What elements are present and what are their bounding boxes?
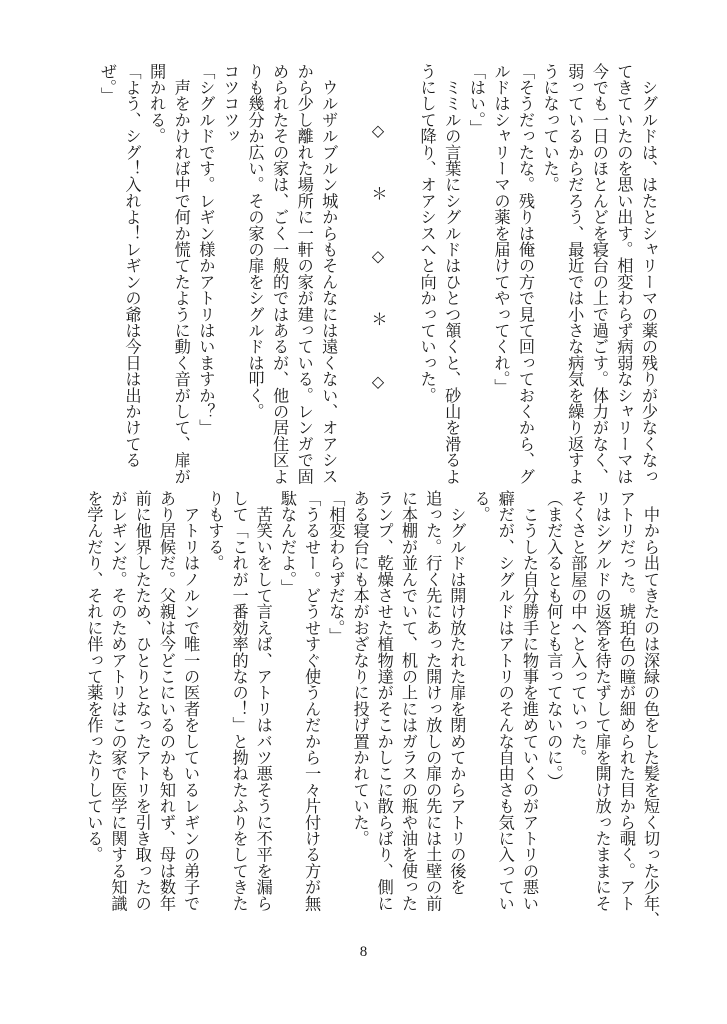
text-line: りも幾分か広い。その家の扉をシグルドは叩く。 [245,63,265,420]
text-line: ミミルの言葉にシグルドはひとつ頷くと、砂山を滑るよ [442,63,462,485]
text-line: てきていたのを思い出す。相変わらず病弱なシャリーマは [614,63,634,485]
page-number: 8 [359,944,368,960]
text-line: 「相変わらずだな。」 [326,490,346,644]
text-line: ルドはシャリーマの薬を届けてやってくれ。」 [491,63,511,396]
text-line: 前に他界したため、ひとりとなったアトリを引き取ったの [132,490,152,912]
text-line: められたその家は、ごく一般的ではあるが、他の居住区よ [270,63,290,485]
lower-text-block [81,490,662,928]
text-line: うにして降り、オアシスへと向かっていった。 [417,63,437,404]
text-line: シグルドは開け放たれた扉を閉めてからアトリの後を [447,490,467,895]
text-line: そくさと部屋の中へと入っていった。 [568,490,588,766]
blank-line [389,63,414,478]
text-line: ウルザルブルン城からもそんなには遠くない、オアシス [319,63,339,485]
text-line: ある寝台にも本がおざなりに投げ置かれていた。 [350,490,370,847]
text-line: 追った。行く先にあった開けっ放しの扉の先には土壁の前 [423,490,443,912]
text-line: 「はい。」 [466,63,486,136]
text-line: 「シグルドです。レギン様かアトリはいますか？」 [196,63,216,436]
text-line: 「そうだったな。残りは俺の方で見て回っておくから、グ [516,63,536,485]
blank-line [340,63,365,478]
text-line: ランプ、乾燥させた植物達がそこかしこに散らばり、側に [374,490,394,912]
text-line: 声をかければ中で何か慌てたように動く音がして、扉が [171,63,191,485]
scene-separator: ◇ ＊ ◇ ＊ ◇ [368,121,388,406]
text-line: 中から出てきたのは深緑の色をした髪を短く切った少年、 [641,490,660,928]
text-line: 「うるせー。どうせすぐ使うんだから一々片付ける方が無 [302,490,322,912]
text-line: シグルドは、はたとシャリーマの薬の残りが少なくなっ [639,63,658,485]
text-line: ぜ。」 [97,63,117,104]
text-line: コツコツッ [220,63,240,144]
text-line: うになっていた。 [540,63,560,193]
text-line: 駄なんだよ。」 [277,490,297,596]
text-line: して「これが一番効率的なの！」と拗ねたふりをしてきた [229,490,249,912]
text-line: から少し離れた場所に一軒の家が建っている。レンガで固 [294,63,314,485]
text-line: あり居候だ。父親は今どこにいるのかも知れず、母は数年 [156,490,176,912]
upper-text-block [94,63,660,485]
text-line: 開かれる。 [147,63,167,144]
text-line: 苦笑いをして言えば、アトリはバツ悪そうに不平を漏ら [253,490,273,912]
text-line: りもする。 [205,490,225,571]
text-line: を学んだり、それに伴って薬を作ったりしている。 [84,490,104,863]
text-line: こうした自分勝手に物事を進めていくのがアトリの悪い [519,490,539,912]
text-line: 「よう、シグ！入れよ！レギンの爺は今日は出かけてる [122,63,142,468]
text-line: （まだ入るとも何とも言ってないのに。） [544,490,564,790]
text-line: 癖だが、シグルドはアトリのそんな自由さも気に入ってい [495,490,515,912]
text-line: がレギンだ。そのためアトリはこの家で医学に関する知識 [108,490,128,912]
text-line: アトリだった。琥珀色の瞳が細められた目から覗く。アト [616,490,636,912]
text-line: 今でも一日のほとんどを寝台の上で過ごす。体力がなく、 [589,63,609,485]
text-line: アトリはノルンで唯一の医者をしているレギンの弟子で [181,490,201,912]
text-line: 弱っているからだろう、最近では小さな病気を繰り返すよ [565,63,585,485]
text-line: に本棚が並んでいて、机の上にはガラスの瓶や油を使った [398,490,418,912]
text-line: リはシグルドの返答を待たずして扉を開け放ったままにそ [592,490,612,912]
text-line: る。 [471,490,491,523]
